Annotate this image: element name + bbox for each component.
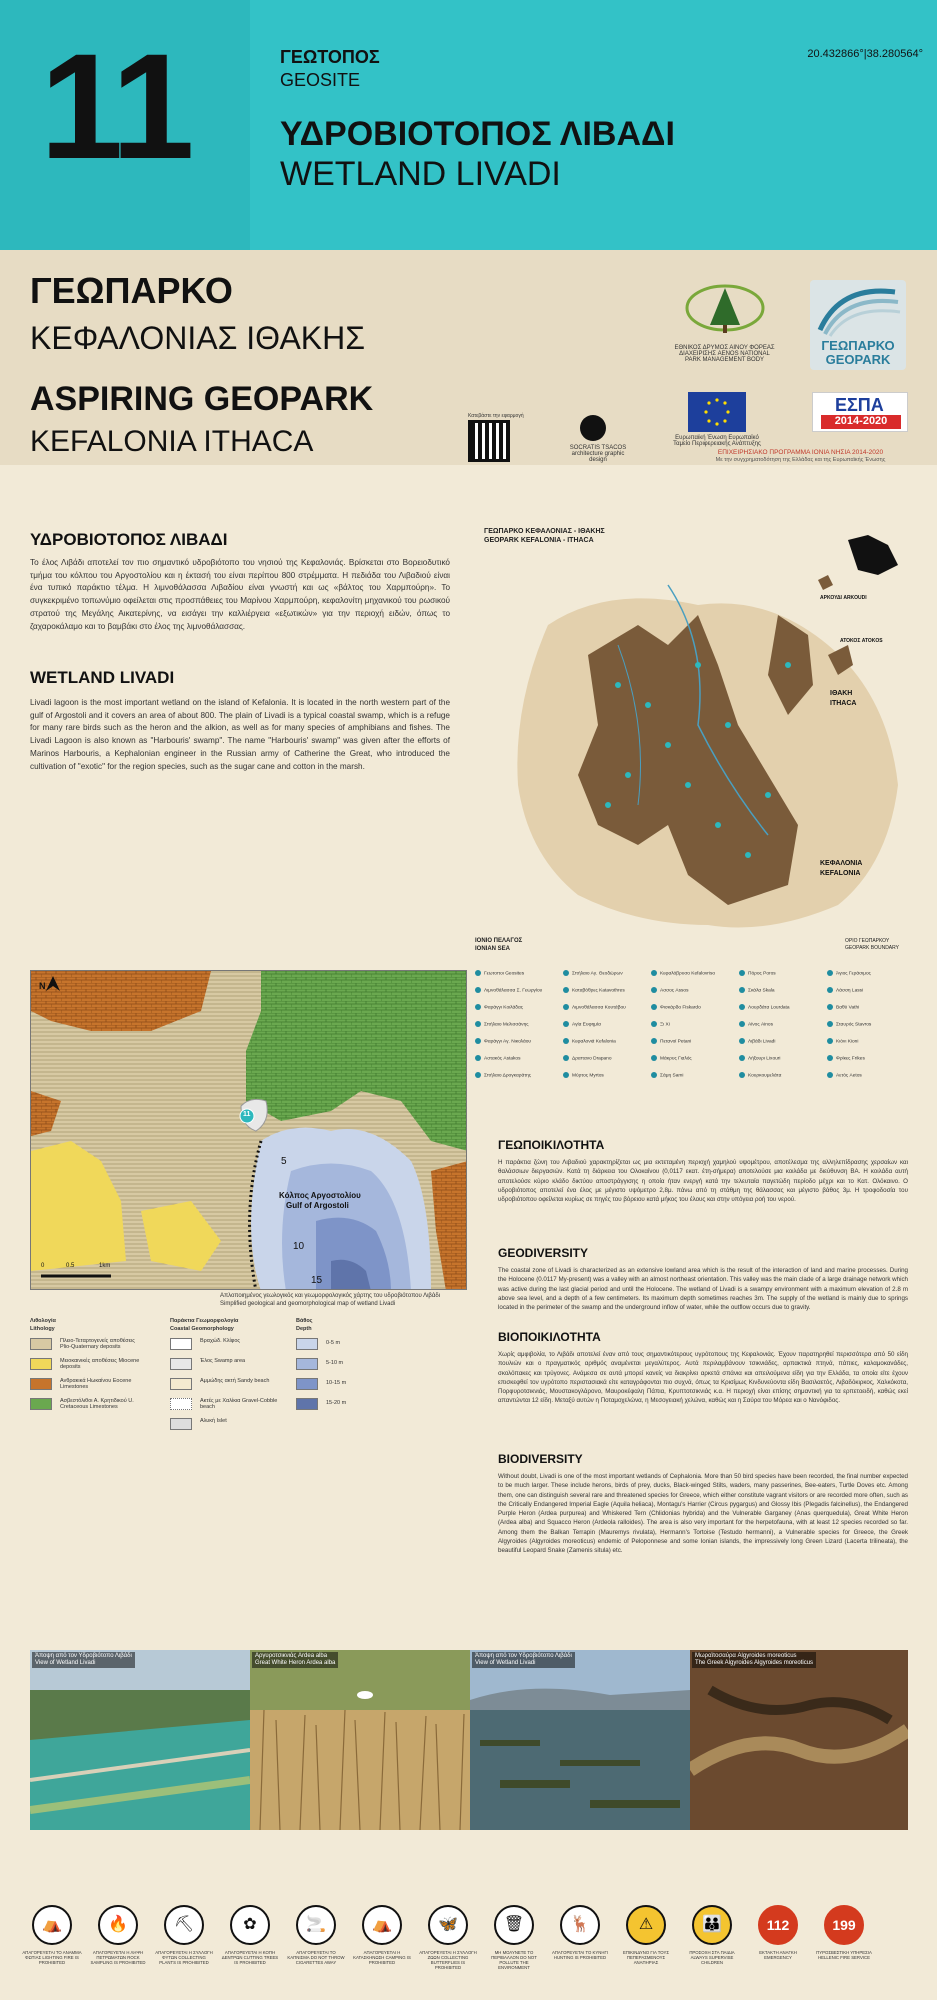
- geosite-name: Λιμνοθάλασσα Σ. Γεωργίου: [484, 988, 543, 994]
- no-fire-icon: 🔥: [98, 1905, 138, 1945]
- icon-caption: ΑΠΑΓΟΡΕΥΕΤΑΙ Η ΚΟΠΗ ΔΕΝΤΡΩΝ CUTTING TREES IS PROHIBITED: [221, 1950, 279, 1966]
- boundary-label-gr: ΟΡΙΟ ΓΕΩΠΑΡΚΟΥ: [845, 938, 890, 944]
- geosite-name: Πετανοί Petani: [660, 1039, 692, 1045]
- no-camping-icon: ⛺: [32, 1905, 72, 1945]
- geosite-number: 11: [40, 22, 191, 190]
- no-campfire-icon: ⛺: [362, 1905, 402, 1945]
- geosite-name: Ξι Xi: [660, 1022, 670, 1028]
- geom-swatch-4: [170, 1398, 192, 1410]
- geosite-name: Φαράγγι Αγ. Νικολάου: [484, 1039, 532, 1045]
- geosite-list-item: [475, 987, 559, 994]
- geosite-name: Φρίκες Frikes: [836, 1056, 865, 1062]
- geosite-list-item: [651, 1072, 735, 1079]
- icon-caption: ΑΠΑΓΟΡΕΥΕΤΑΙ Η ΚΑΤΑΣΚΗΝΩΣΗ CAMPING IS PROHIBITED: [353, 1950, 411, 1966]
- geosite-list-item: [475, 1038, 559, 1045]
- photo-4-caption-gr: Μωραϊτοσαύρα Algyroides moreoticus: [695, 1653, 797, 1659]
- icon-caption: ΜΗ ΜΟΛΥΝΕΤΕ ΤΟ ΠΕΡΙΒΑΛΛΟΝ DO NOT POLLUTE THE ENVIRONMENT: [491, 1950, 537, 1971]
- geosite-marker-icon: [651, 1055, 657, 1061]
- lith-item-4: Ασβεστόλιθοι Α. Κρητιδικού U. Cretaceous Limestones: [60, 1398, 134, 1410]
- geosite-marker-icon: [827, 970, 833, 976]
- geosite-marker-icon: [475, 1038, 481, 1044]
- geosite-marker-icon: [827, 1038, 833, 1044]
- geosite-name: Μάκρυς Γιαλός: [660, 1056, 692, 1062]
- geosite-list-item: [651, 1004, 735, 1011]
- geosite-marker-icon: [739, 1055, 745, 1061]
- biodiversity-title-en: BIODIVERSITY: [498, 1452, 583, 1466]
- no-rock-sampling-icon: ⛏: [164, 1905, 204, 1945]
- geopark-logo-text-2: GEOPARK: [825, 352, 891, 367]
- photo-lizard: [690, 1650, 908, 1830]
- fire-service-199-icon: 199: [824, 1905, 864, 1945]
- geom-swatch-2: [170, 1358, 192, 1370]
- intro-title-gr: ΥΔΡΟΒΙΟΤΟΠΟΣ ΛΙΒΑΔΙ: [30, 530, 228, 549]
- scale-0: 0: [41, 1263, 45, 1269]
- geodiversity-text-gr: Η παράκτια ζώνη του Λιβαδιού χαρακτηρίζεται ως μια εκτεταμένη περιοχή χαμηλού υψομέτρου, αποτέλεσμα της αλληλεπίδρασης χερσαίων και θαλάσσιων διεργασιών. Κατά τη διάρκεια του Ολοκαίνου (0,0117 εκατ. έτη-σήμερα) αποτελούσε μια κοιλάδα με διεύθυνση ΒΑ. Η κοιλάδα αυτή αποτελούσε κύριο κλάδο δικτύου αποστράγγισης η οποία ήταν ενεργή κατά την τελευταία παγετώδη περίοδο μέχρι και το Κατ. Ολόκαινο. Ο υδροβιότοπος αποτελεί ένα έλος με μέγιστο υψόμετρο 2,8μ. πάνω από τη στάθμη της θάλασσας και μέγιστο βάθος 3μ. Η τροφοδοσία του υδροβιότοπου οφείλεται κυρίως σε πηγές του βόρειου κατά μήκος του έλους και στην υπόγεια ροή του νερού.: [498, 1159, 908, 1204]
- geosite-list-item: [827, 1038, 911, 1045]
- icon-caption: ΕΚΤΑΚΤΗ ΑΝΑΓΚΗ EMERGENCY: [759, 1950, 797, 1961]
- geom-swatch-5: [170, 1418, 192, 1430]
- depth-swatch-1: [296, 1338, 318, 1350]
- banner-line-4: KEFALONIA ITHACA: [30, 425, 314, 458]
- supervise-children-icon: 👪: [692, 1905, 732, 1945]
- icon-caption: ΑΠΑΓΟΡΕΥΕΤΑΙ Η ΣΥΛΛΟΓΗ ΖΩΩΝ COLLECTING BUTTERFLIES IS PROHIBITED: [419, 1950, 477, 1971]
- lithology-title-gr: Λιθολογία: [30, 1318, 56, 1324]
- geosite-marker-icon: [739, 1038, 745, 1044]
- title-gr: ΥΔΡΟΒΙΟΤΟΠΟΣ ΛΙΒΑΔΙ: [280, 115, 675, 153]
- geopark-logo-icon: [810, 280, 906, 370]
- geosite-list-item: [651, 970, 735, 977]
- geosite-marker-icon: [739, 970, 745, 976]
- ithaca-label-gr: ΙΘΑΚΗ: [830, 690, 853, 697]
- geosite-marker-icon: [651, 1072, 657, 1078]
- qr-caption: Κατεβάστε την εφαρμογή: [468, 413, 524, 419]
- geosite-list-item: [827, 970, 911, 977]
- geom-item-2: Έλος Swamp area: [200, 1358, 246, 1364]
- no-plants-icon: ✿: [230, 1905, 270, 1945]
- espa-years: 2014-2020: [821, 415, 901, 429]
- geosite-marker-icon: [651, 1038, 657, 1044]
- depth-swatch-2: [296, 1358, 318, 1370]
- scale-km: 1km: [99, 1263, 111, 1269]
- geosite-list-item: [651, 1021, 735, 1028]
- geological-map-svg: [31, 971, 467, 1290]
- gulf-label-en: Gulf of Argostoli: [286, 1201, 349, 1210]
- geosite-marker-icon: [563, 970, 569, 976]
- geosite-marker-icon: [739, 1021, 745, 1027]
- photo-1-caption-gr: Άποψη από τον Υδροβιότοπο Λιβάδι: [35, 1653, 132, 1659]
- aenos-park-logo-icon: [680, 280, 770, 340]
- depth-5-label: 5: [281, 1156, 287, 1167]
- geosite-name: Κεφαλόβρυσο Kefalovriso: [660, 971, 716, 977]
- geosite-list-item: [563, 1021, 647, 1028]
- geosite-list-item: [475, 1004, 559, 1011]
- geosite-list-item: [563, 1072, 647, 1079]
- geosite-list-item: [827, 1072, 911, 1079]
- geosite-list-item: [651, 987, 735, 994]
- geomorph-title-gr: Παράκτια Γεωμορφολογία: [170, 1318, 239, 1324]
- photo-2-caption-en: Great White Heron Ardea alba: [255, 1660, 336, 1667]
- geosite-name: Βαθύ Vathi: [836, 1005, 860, 1011]
- geosite-list-item: [651, 1055, 735, 1062]
- geosite-name: Σάμη Sami: [660, 1073, 684, 1079]
- geosite-name: Κιόνι Kioni: [836, 1039, 859, 1045]
- lith-item-2: Μειοκαινικές αποθέσεις Miocene deposits: [60, 1358, 140, 1370]
- no-smoking-icon: 🚬: [296, 1905, 336, 1945]
- geosite-list-item: [739, 987, 823, 994]
- geosite-name: Αστακός Astakos: [484, 1056, 521, 1062]
- depth-10-label: 10: [293, 1241, 305, 1252]
- geosite-name: Καταβόθρες Katavothres: [572, 988, 625, 994]
- depth-title-en: Depth: [296, 1326, 312, 1332]
- photo-4-caption-en: The Greek Algyroides Algyroides moreoticus: [695, 1660, 814, 1667]
- geosite-list-item: [827, 1004, 911, 1011]
- intro-text-en: Livadi lagoon is the most important wetland on the island of Kefalonia. It is located in the north western part of the gulf of Argostoli and it covers an area of about 800. The plain of Livadi is a typical coastal swamp, which is a refuge for many rare birds such as the heron and the alkion, as well as for many species of amphibians and fishes. The Livadi Lagoon is also known as "Harbouris' swamp". The name "Harbouris' swamp" was given after the efforts of Marinos Harbouris, a Kephalonian engineer in the Russian army of Catherine the Great, who introduced the cultivation of "exotic" for the region species, such as the sugar cane and cotton in the marsh.: [30, 698, 450, 771]
- geosite-list-item: [563, 1004, 647, 1011]
- geosite-marker-icon: [651, 1021, 657, 1027]
- kefalonia-label-gr: ΚΕΦΑΛΟΝΙΑ: [820, 860, 863, 867]
- depth-item-4: 15-20 m: [326, 1400, 347, 1406]
- geom-item-1: Βραχώδ. Κλίφος: [200, 1338, 241, 1344]
- depth-item-1: 0-5 m: [326, 1340, 341, 1346]
- photo-3-caption-gr: Άποψη από τον Υδροβιότοπο Λιβάδι: [475, 1653, 572, 1659]
- no-litter-icon: 🗑: [494, 1905, 534, 1945]
- lith-swatch-3: [30, 1378, 52, 1390]
- category-en: GEOSITE: [280, 70, 361, 90]
- icon-caption: ΑΠΑΓΟΡΕΥΕΤΑΙ ΤΟ ΑΝΑΜΜΑ ΦΩΤΙΑΣ LIGHTING FIRE IS PROHIBITED: [22, 1950, 82, 1966]
- geopark-banner: [0, 250, 937, 465]
- geosite-name: Σπήλαιο Μελισσάνης: [484, 1022, 529, 1028]
- photo-3-caption-en: View of Wetland Livadi: [475, 1660, 536, 1667]
- geosite-name: Λιμνοθάλασσα Κουτάβου: [572, 1005, 626, 1011]
- geosites-list: [475, 970, 915, 1100]
- geosite-marker-icon: [563, 1055, 569, 1061]
- geodiversity-title-gr: ΓΕΩΠΟΙΚΙΛΟΤΗΤΑ: [498, 1138, 605, 1152]
- depth-item-2: 5-10 m: [326, 1360, 344, 1366]
- geom-swatch-3: [170, 1378, 192, 1390]
- photo-1-caption: [32, 1652, 135, 1668]
- intro-text-gr: Το έλος Λιβάδι αποτελεί τον πιο σημαντικό υδροβιότοπο του νησιού της Κεφαλονιάς. Βρίσκεται στο Βορειοδυτικό τμήμα του κόλπου του Αργοστολίου και η έκτασή του είναι περίπου 800 στρέμματα. Η πεδιάδα του Λιβαδιού είναι ένα τυπικό παράκτιο τέλμα. Η λιμνοθάλασσα Λιβαδίου είναι γνωστή και ως «βάλτος του Χαρμπούρη». Το συγκεκριμένο τοπωνύμιο οφείλεται στις προσπάθειες του Μαρίνου Χαρμπούρη, κεφαλονίτη μηχανικού του ρωσικού στρατού της Μεγάλης Αικατερίνης, να εισάγει την καλλιέργεια «εξωτικών» για την περιοχή ειδών, όπως το ζαχαροκάλαμο και το βαμβάκι στο έλος της λιμνοθάλασσας.: [30, 558, 450, 631]
- geosite-marker-icon: [563, 1004, 569, 1010]
- geosite-marker-icon: [827, 1055, 833, 1061]
- geodiversity-text-en: The coastal zone of Livadi is characterized as an extensive lowland area which is the result of the interaction of land and marine processes. During the Holocene (0.0117 My-present) was a valley with an almost northeast orientation. This valley was the main clade of a large drainage network which was active during the last glacial period and until the Holocene. The wetland of Livadi is a swampy environment with a maximum elevation of 2.8 m above sea level, and a depth of a few centimeters. Its maximum depth sometimes reaches 3m. The supply of the wetland is mainly due to springs located in the perimeter of the swamp and the underground inflow of water, while the outflow occurs due to gravity.: [498, 1267, 908, 1312]
- banner-line-3: ASPIRING GEOPARK: [30, 380, 374, 418]
- icon-caption: ΑΠΑΓΟΡΕΥΕΤΑΙ Η ΛΗΨΗ ΠΕΤΡΩΜΑΤΩΝ ROCK SAMPLING IS PROHIBITED: [90, 1950, 146, 1966]
- aenos-caption: ΕΘΝΙΚΟΣ ΔΡΥΜΟΣ ΑΙΝΟΥ ΦΟΡΕΑΣ ΔΙΑΧΕΙΡΙΣΗΣ AENOS NATIONAL PARK MANAGEMENT BODY: [674, 345, 775, 363]
- photo-wetland-view: [470, 1650, 690, 1830]
- scale-mid: 0.5: [66, 1263, 75, 1269]
- lith-item-3: Ανθρακικά Ηωκαίνου Eocene Limestones: [60, 1378, 132, 1390]
- atokos-label: ΑΤΟΚΟΣ ATOKOS: [840, 638, 883, 644]
- geomorph-title-en: Coastal Geomorphology: [170, 1326, 234, 1332]
- geosite-marker-icon: [475, 1055, 481, 1061]
- geosite-list-item: [827, 1055, 911, 1062]
- coordinates: 20.432866°|38.280564°: [807, 48, 923, 60]
- geosite-name: Σκάλα Skala: [748, 988, 775, 994]
- geosite-marker-icon: [651, 1004, 657, 1010]
- no-butterfly-icon: 🦋: [428, 1905, 468, 1945]
- lith-swatch-4: [30, 1398, 52, 1410]
- biodiversity-text-en: Without doubt, Livadi is one of the most important wetlands of Cephalonia. More than 50 bird species have been recorded, the final number expected to be much larger. These include herons, birds of prey, ducks, Black-winged Stilts, waders, many passerines, Bee-eaters, Turtle Doves etc. Among them, one can distinguish several rare and threatened species for Greece, which either constitute vagrant visitors or are recorded more often, such as the Critically Endangered Imperial Eagle (Aquila heliaca), Montagu's Harrier (Circus pygargus) and Glossy Ibis (Plegadis falcinellus), the Endangered Purple Heron (Ardea purpurea) and Whiskered Tern (Chlidonias hybrida) and the Vulnerable Garganey (Anas querquedula), Great White Heron (Ardea alba) and Squacco Heron (Ardeola ralloides). The area is also very important for the herpetofauna, with at least 12 species recorded so far. Among them the Balkan Terrapin (Mauremys rivulata), Hermann's Tortoise (Testudo hermanni), a Vulnerable species for Greece, the Greek Algyroides (Algyroides moreoticus) endemic of Peloponnese and some Ionian islands, the impressively long Green Lizard (Lacerta trilineata), the beautiful Leopard Snake (Zamenis situla) etc.: [498, 1473, 908, 1555]
- eu-flag-icon: [688, 392, 746, 432]
- geosite-name: Σπήλαιο Αγ. Θεοδώρων: [572, 971, 623, 977]
- banner-line-2: ΚΕΦΑΛΟΝΙΑΣ ΙΘΑΚΗΣ: [30, 320, 366, 356]
- geosite-marker-icon: [475, 1004, 481, 1010]
- geosite-name: Ασσος Assos: [660, 988, 689, 994]
- qr-code-icon[interactable]: [468, 420, 510, 462]
- geosite-marker-icon: [651, 970, 657, 976]
- header-title-panel: [250, 0, 937, 250]
- category-gr: ΓΕΩΤΟΠΟΣ: [280, 47, 380, 67]
- emergency-112-icon: 112: [758, 1905, 798, 1945]
- eu-caption: Ευρωπαϊκή Ένωση Ευρωπαϊκό Ταμείο Περιφερειακής Ανάπτυξης: [673, 435, 761, 447]
- geosite-name: Σπήλαιο Δρογκαράτης: [484, 1073, 532, 1079]
- sea-label-en: IONIAN SEA: [475, 946, 511, 952]
- lithology-title-en: Lithology: [30, 1326, 55, 1332]
- boundary-label-en: GEOPARK BOUNDARY: [845, 945, 899, 951]
- geosite-marker-icon: [739, 987, 745, 993]
- geosite-name: Αίνος Ainos: [748, 1022, 773, 1028]
- geosite-marker-icon: [563, 987, 569, 993]
- photo-2-caption: [252, 1652, 338, 1668]
- geosite-marker-icon: [827, 1072, 833, 1078]
- geosite-list-item: [827, 987, 911, 994]
- geosite-marker-icon: [739, 1072, 745, 1078]
- geom-item-4: Ακτές με Χαλίκια Gravel-Cobble beach: [200, 1398, 278, 1410]
- geosite-name: Πόρος Poros: [748, 971, 776, 977]
- intro-title-en: WETLAND LIVADI: [30, 668, 175, 687]
- geosite-name: Λήξουρι Lixouri: [748, 1056, 781, 1062]
- gulf-label-gr: Κόλπος Αργοστολίου: [279, 1191, 361, 1200]
- north-arrow-label: N: [39, 981, 46, 991]
- sea-label-gr: ΙΟΝΙΟ ΠΕΛΑΓΟΣ: [475, 938, 523, 944]
- geopark-overview-map: [468, 525, 918, 945]
- icon-caption: ΠΡΟΣΟΧΗ ΣΤΑ ΠΑΙΔΙΑ ALWAYS SUPERVISE CHILDREN: [689, 1950, 735, 1966]
- banner-line-1: ΓΕΩΠΑΡΚΟ: [30, 270, 233, 311]
- geosite-list-item: [739, 970, 823, 977]
- kefalonia-label-en: KEFALONIA: [820, 870, 861, 877]
- icon-caption: ΑΠΑΓΟΡΕΥΕΤΑΙ Η ΣΥΛΛΟΓΗ ΦΥΤΩΝ COLLECTING PLANTS IS PROHIBITED: [155, 1950, 213, 1966]
- geopark-logo-text-1: ΓΕΩΠΑΡΚΟ: [821, 338, 895, 353]
- geosite-list-item: [475, 1021, 559, 1028]
- geo-map-caption-gr: Απλοποιημένος γεωλογικός και γεωμορφολογικός χάρτης του υδροβιότοπου Λιβάδι: [220, 1293, 441, 1299]
- geosite-list-item: [563, 1055, 647, 1062]
- studio-caption: SOCRATIS TSACOS architecture graphic design: [569, 445, 627, 463]
- depth-swatch-3: [296, 1378, 318, 1390]
- geosite-marker-icon: [827, 987, 833, 993]
- depth-title-gr: Βάθος: [296, 1318, 313, 1324]
- geosite-name: Κεφαλονιά Kefalonia: [572, 1039, 616, 1045]
- geodiversity-title-en: GEODIVERSITY: [498, 1246, 589, 1260]
- photo-4-caption: [692, 1652, 816, 1668]
- photo-2-caption-gr: Αργυροτσικνιάς Ardea alba: [255, 1653, 328, 1659]
- studio-logo-icon: [580, 415, 606, 441]
- geosite-name: Λουρδάτα Lourdata: [748, 1005, 790, 1011]
- geosite-name: Λιβάδι Livadi: [748, 1039, 776, 1045]
- geosite-name: Λάσση Lassi: [836, 988, 864, 994]
- geosite-name: Σταυρός Stavros: [836, 1022, 872, 1028]
- geosite-list-item: [563, 970, 647, 977]
- geosite-list-item: [827, 1021, 911, 1028]
- depth-item-3: 10-15 m: [326, 1380, 347, 1386]
- geosite-marker-icon: [827, 1004, 833, 1010]
- geosite-list-item: [475, 970, 559, 977]
- geosite-list-item: [651, 1038, 735, 1045]
- lith-item-1: Πλειο-Τεταρτογενείς αποθέσεις Plio-Quaternary deposits: [60, 1338, 135, 1350]
- depth-swatch-4: [296, 1398, 318, 1410]
- geosite-name: Δραπανο Drapano: [572, 1056, 612, 1062]
- geosite-name: Γεωτοποι Geosites: [484, 971, 525, 977]
- geosite-list-item: [563, 1038, 647, 1045]
- geosite-marker-icon: [827, 1021, 833, 1027]
- icon-caption: ΠΥΡΟΣΒΕΣΤΙΚΗ ΥΠΗΡΕΣΙΑ HELLENIC FIRE SERVICE: [816, 1950, 872, 1961]
- geosite-name: Μύρτος Myrtos: [572, 1073, 604, 1079]
- geosite-marker-icon: [475, 1072, 481, 1078]
- geom-swatch-1: [170, 1338, 192, 1350]
- geosite-marker: 11: [243, 1111, 251, 1118]
- geosite-name: Φαράγγι Κοιλάδας: [484, 1005, 524, 1011]
- geopark-map-title-gr: ΓΕΩΠΑΡΚΟ ΚΕΦΑΛΟΝΙΑΣ - ΙΘΑΚΗΣ: [484, 528, 605, 535]
- lith-swatch-1: [30, 1338, 52, 1350]
- photo-wetland-aerial: [30, 1650, 250, 1830]
- program-title: ΕΠΙΧΕΙΡΗΣΙΑΚΟ ΠΡΟΓΡΑΜΜΑ ΙΟΝΙΑ ΝΗΣΙΑ 2014-2020: [717, 449, 884, 456]
- geosite-name: Άγιος Γεράσιμος: [836, 971, 871, 977]
- geosite-marker-icon: [563, 1038, 569, 1044]
- geological-map: [30, 970, 467, 1290]
- geo-map-caption-en: Simplified geological and geomorphological map of wetland Livadi: [220, 1301, 396, 1307]
- caution-icon: ⚠: [626, 1905, 666, 1945]
- photo-1-caption-en: View of Wetland Livadi: [35, 1660, 96, 1667]
- geosite-marker-icon: [475, 970, 481, 976]
- geosite-number-panel: [0, 0, 250, 250]
- geosite-list-item: [739, 1038, 823, 1045]
- biodiversity-title-gr: ΒΙΟΠΟΙΚΙΛΟΤΗΤΑ: [498, 1330, 601, 1344]
- geosite-list-item: [563, 987, 647, 994]
- program-subtitle: Με την συγχρηματοδότηση της Ελλάδας και της Ευρωπαϊκής Ένωσης: [715, 457, 886, 463]
- icon-caption: ΑΠΑΓΟΡΕΥΕΤΑΙ ΤΟ ΚΑΠΝΙΣΜΑ DO NOT THROW CIGARETTES AWAY: [287, 1950, 345, 1966]
- geosite-marker-icon: [563, 1072, 569, 1078]
- geom-item-5: Αλυκή Islet: [200, 1418, 227, 1424]
- geosite-name: Φισκάρδο Fiskardo: [660, 1005, 701, 1011]
- espa-logo-icon: [812, 392, 908, 432]
- title-en: WETLAND LIVADI: [280, 155, 561, 193]
- photo-heron: [250, 1650, 470, 1830]
- espa-text: ΕΣΠΑ: [835, 395, 884, 415]
- no-hunting-icon: 🦌: [560, 1905, 600, 1945]
- geosite-list-item: [475, 1055, 559, 1062]
- icon-caption: ΕΠΙΚΙΝΔΥΝΟ ΓΙΑ ΤΟΥΣ ΠΕΠΕΡΑΣΜΕΝΟΥΣ ΑΝΑΠΗΡΙΑΣ: [623, 1950, 669, 1966]
- geosite-name: Κουρκουμελάτα: [748, 1073, 782, 1079]
- geosite-name: Αγία Ευφημία: [572, 1022, 601, 1028]
- geom-item-3: Αμμώδης ακτή Sandy beach: [200, 1378, 270, 1384]
- geosite-marker-icon: [739, 1004, 745, 1010]
- geosite-list-item: [475, 1072, 559, 1079]
- geosite-list-item: [739, 1004, 823, 1011]
- geosite-list-item: [739, 1072, 823, 1079]
- geopark-map-title-en: GEOPARK KEFALONIA - ITHACA: [484, 537, 594, 544]
- geosite-marker-icon: [475, 1021, 481, 1027]
- depth-15-label: 15: [311, 1275, 323, 1286]
- photo-3-caption: [472, 1652, 575, 1668]
- geosite-marker-icon: [563, 1021, 569, 1027]
- geosite-list-item: [739, 1055, 823, 1062]
- geosite-marker-icon: [475, 987, 481, 993]
- geosite-list-item: [739, 1021, 823, 1028]
- lith-swatch-2: [30, 1358, 52, 1370]
- geosite-marker-icon: [651, 987, 657, 993]
- geosite-name: Αετός Aetos: [836, 1073, 862, 1079]
- arkoudi-label: ΑΡΚΟΥΔΙ ARKOUDI: [820, 595, 867, 601]
- ithaca-label-en: ITHACA: [830, 700, 857, 707]
- biodiversity-text-gr: Χωρίς αμφιβολία, το Λιβάδι αποτελεί έναν από τους σημαντικότερους υγρότοπους της Κεφαλονιάς. Έχουν παρατηρηθεί περισσότερα από 50 είδη πουλιών και ο πραγματικός αριθμός αναμένεται μεγαλύτερος. Αυτά περιλαμβάνουν τσικνιάδες, αρπακτικά πτηνά, πάπιες, καλαμοκανάδες, σκολόπακες και τρύγονες. Ανάμεσα σε αυτά μπορεί κανείς να διακρίνει αρκετά σπάνια και απειλούμενα είδη για την Ελλάδα, τα οποία είτε έχουν επισκεφθεί τον υγρότοπο περιστασιακά είτε καταγράφονται πιο συχνά, όπως τα Κρισίμως Κινδυνεύοντα είδη Βασιλαετός, Λιβαδόκιρκος, Χαλκόκοτα, Πορφυροτσικνιάς, Μουστακογλάρονο, Μαυροκέφαλη Πάπια, Κρυπτοτσικνιάς κ.α. Η περιοχή είναι επίσης σημαντική για τα ερπετοειδή, καθώς εκεί απαντώνται 12 είδη. Μεταξύ αυτών η Ποταμοχελώνα, η Μεσογειακή χελώνα, καθώς και η Σαύρα του Μόρεα και ο Νανόφιδος.: [498, 1351, 908, 1405]
- icon-caption: ΑΠΑΓΟΡΕΥΕΤΑΙ ΤΟ ΚΥΝΗΓΙ HUNTING IS PROHIBITED: [551, 1950, 609, 1961]
